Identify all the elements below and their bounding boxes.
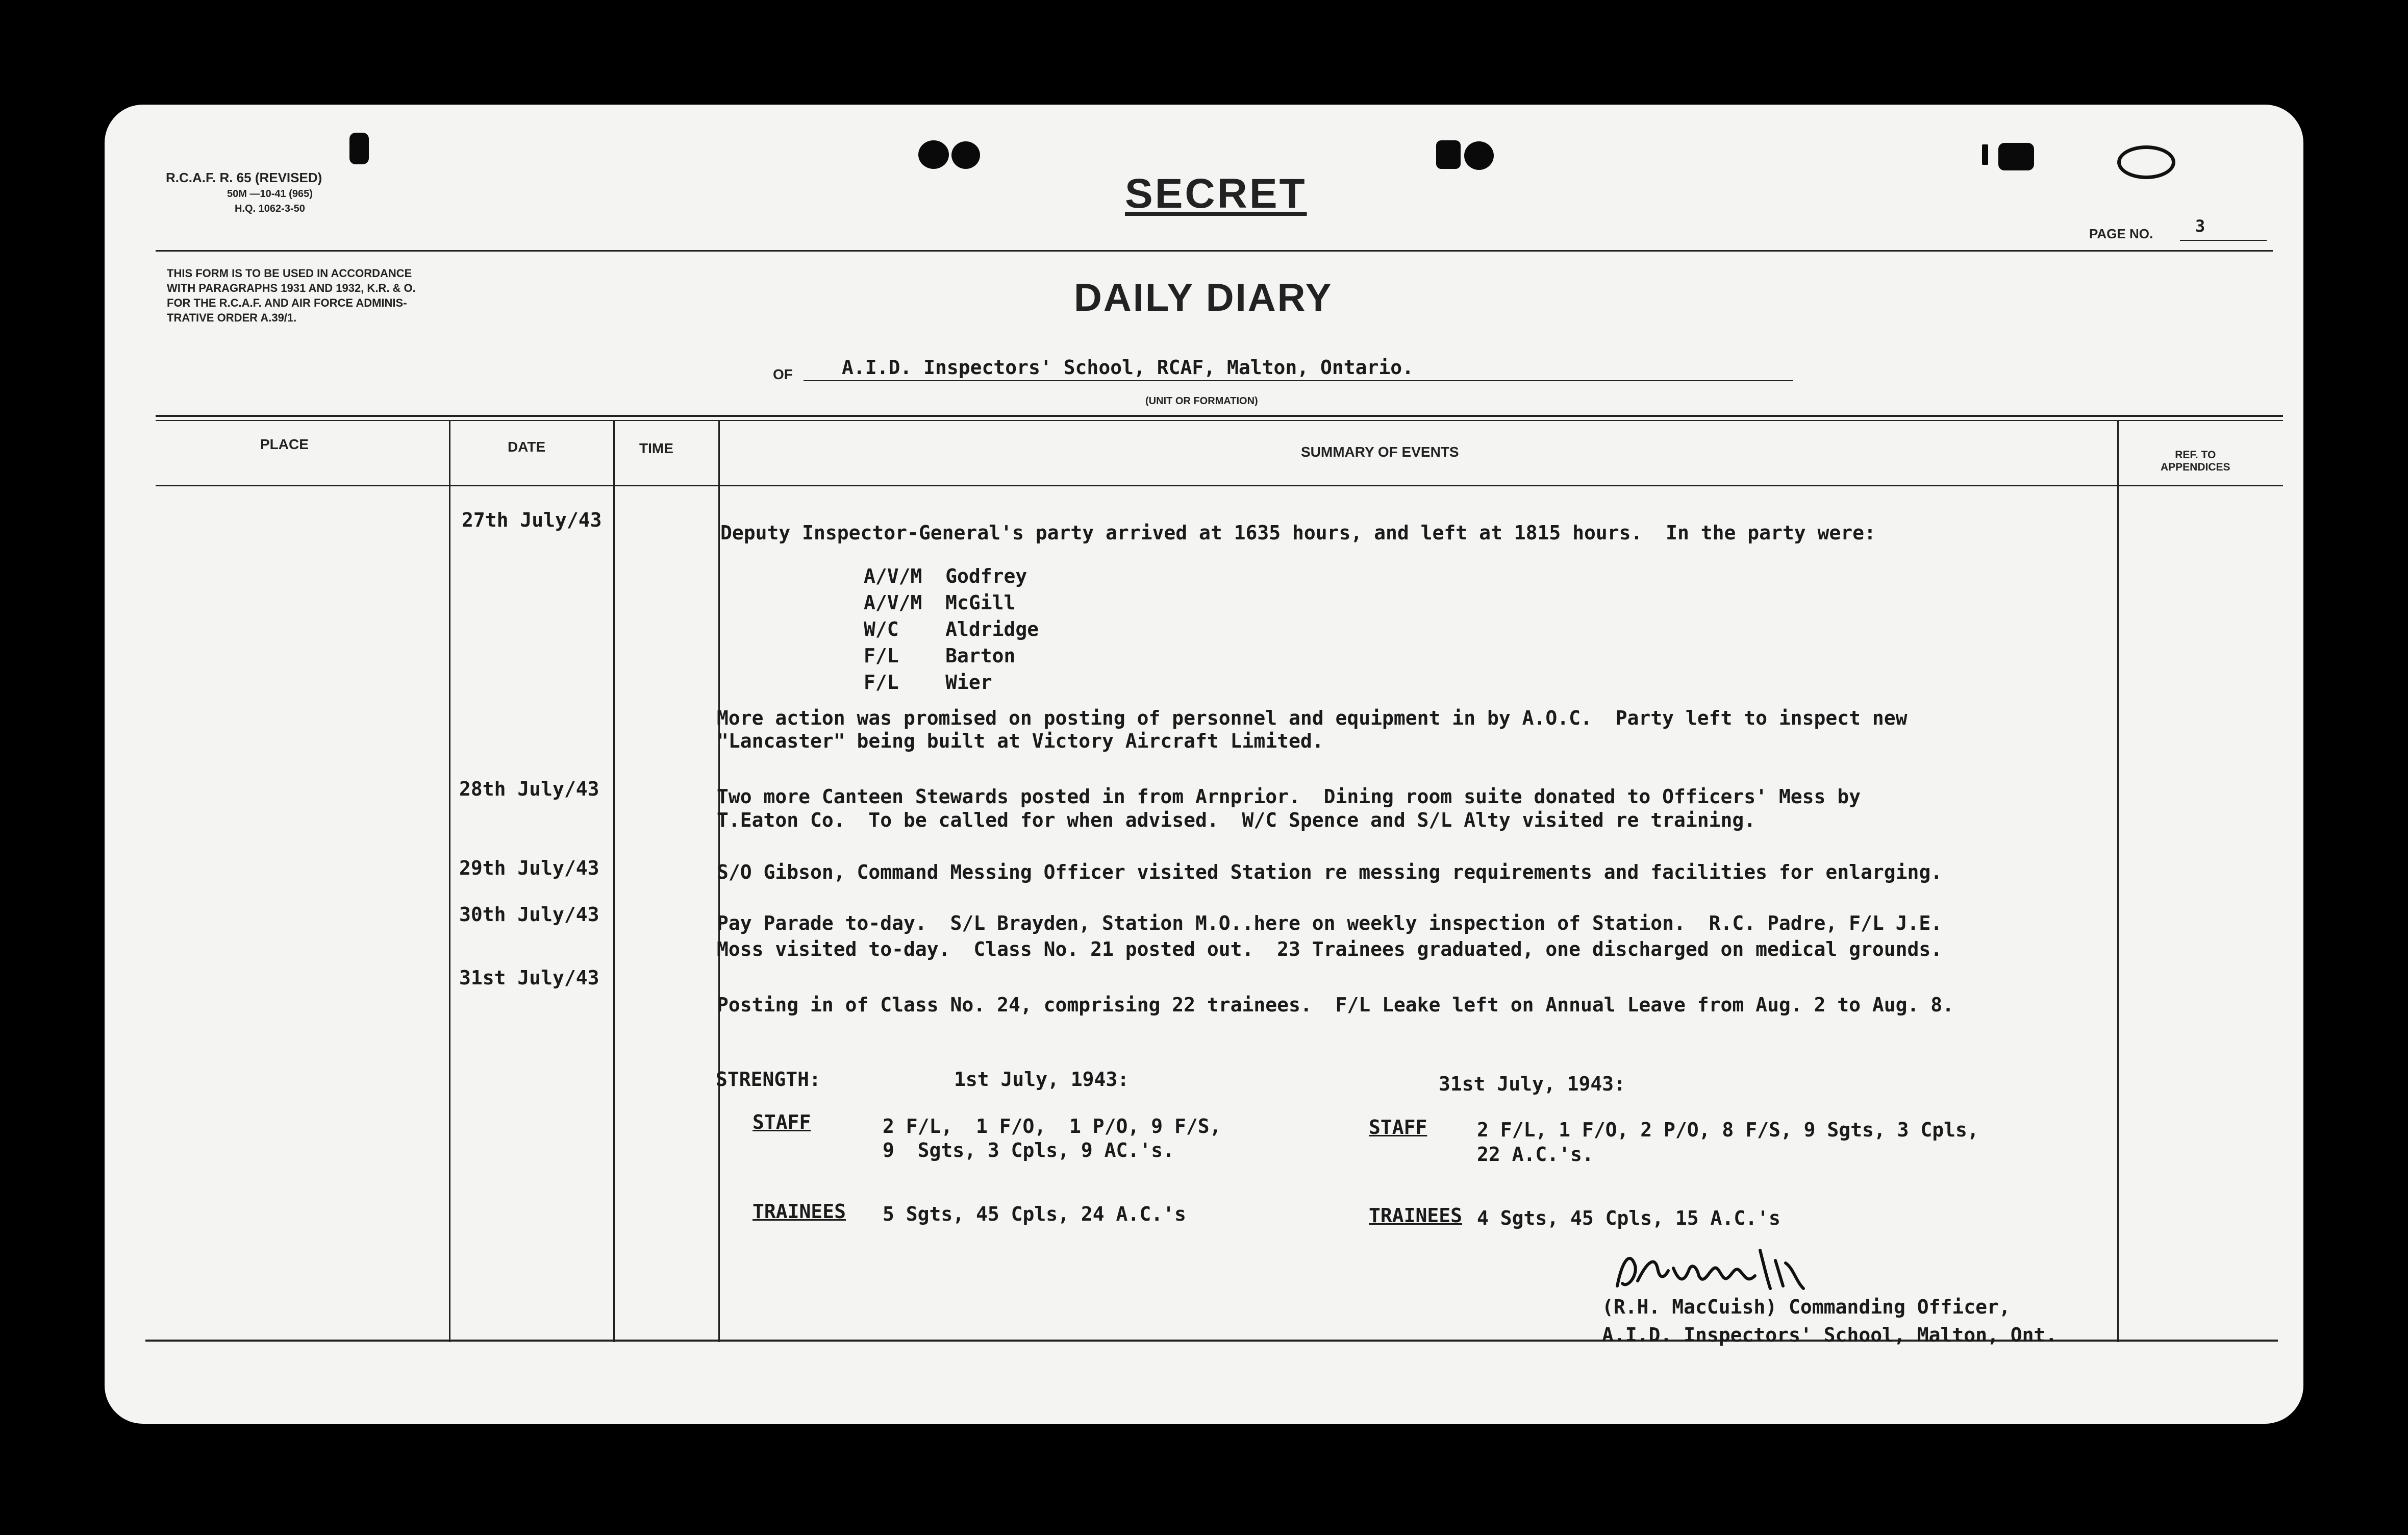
punch-hole xyxy=(1982,144,1988,165)
staff-count: 2 F/L, 1 F/O, 2 P/O, 8 F/S, 9 Sgts, 3 Cpls, xyxy=(1477,1119,1979,1141)
entry-text: Moss visited to-day. Class No. 21 posted out. 23 Trainees graduated, one discharged on medical grounds. xyxy=(717,938,1943,960)
page-number-line xyxy=(2180,240,2267,241)
print-code: H.Q. 1062-3-50 xyxy=(235,203,305,214)
strength-date: 31st July, 1943: xyxy=(1439,1073,1626,1095)
entry-date: 28th July/43 xyxy=(459,778,599,800)
column-header-ref: REF. TO APPENDICES xyxy=(2161,449,2230,473)
entry-date: 27th July/43 xyxy=(462,509,602,531)
entry-text: Pay Parade to-day. S/L Brayden, Station M.O..here on weekly inspection of Station. R.C. Padre, F/L J.E. xyxy=(717,912,1943,934)
form-note: THIS FORM IS TO BE USED IN ACCORDANCE WITH PARAGRAPHS 1931 AND 1932, K.R. & O. FOR THE R.C.A.F. AND AIR FORCE ADMINIS- TRATIVE ORDER A.39/1. xyxy=(167,267,416,324)
trainees-count: 5 Sgts, 45 Cpls, 24 A.C.'s xyxy=(883,1203,1186,1225)
page-title: DAILY DIARY xyxy=(1074,276,1333,319)
classification: SECRET xyxy=(1125,170,1307,217)
table-top-rule xyxy=(156,420,2283,421)
entry-date: 29th July/43 xyxy=(459,857,599,879)
party-member: W/C Aldridge xyxy=(864,618,1039,640)
entry-text: S/O Gibson, Command Messing Officer visited Station re messing requirements and facilities for enlarging. xyxy=(717,861,1943,883)
punch-hole xyxy=(1464,141,1494,170)
column-divider xyxy=(449,421,450,1342)
party-list xyxy=(864,566,1039,699)
unit-name: A.I.D. Inspectors' School, RCAF, Malton, Ontario. xyxy=(842,356,1414,379)
unit-label: OF xyxy=(773,366,793,382)
column-divider xyxy=(613,421,615,1342)
punch-hole xyxy=(349,133,369,164)
entry-text: Deputy Inspector-General's party arrived at 1635 hours, and left at 1815 hours. In the party were: xyxy=(720,522,1876,544)
entry-text: More action was promised on posting of personnel and equipment in by A.O.C. Party left to inspect new xyxy=(717,707,1908,729)
trainees-label: TRAINEES xyxy=(752,1200,846,1223)
page-number-label: PAGE NO. xyxy=(2089,226,2153,241)
staff-label: STAFF xyxy=(1369,1116,1427,1138)
staff-label: STAFF xyxy=(752,1111,811,1133)
entry-date: 31st July/43 xyxy=(459,967,599,989)
entry-text: "Lancaster" being built at Victory Aircraft Limited. xyxy=(717,730,1324,752)
party-member: A/V/M McGill xyxy=(864,591,1016,614)
party-member: F/L Wier xyxy=(864,671,992,694)
entry-text: Two more Canteen Stewards posted in from Arnprior. Dining room suite donated to Officers' Mess by xyxy=(717,785,1861,808)
table-top-rule xyxy=(156,415,2283,417)
page-number: 3 xyxy=(2195,216,2205,236)
strength-label: STRENGTH: xyxy=(716,1068,821,1091)
trainees-count: 4 Sgts, 45 Cpls, 15 A.C.'s xyxy=(1477,1207,1780,1229)
punch-hole xyxy=(1436,140,1461,169)
staff-count: 22 A.C.'s. xyxy=(1477,1143,1594,1166)
column-header-date: DATE xyxy=(508,439,546,455)
strength-date: 1st July, 1943: xyxy=(954,1068,1130,1091)
punch-hole xyxy=(1998,143,2034,170)
column-header-summary: SUMMARY OF EVENTS xyxy=(1301,444,1459,460)
staff-count: 2 F/L, 1 F/O, 1 P/O, 9 F/S, xyxy=(883,1115,1221,1137)
header-rule xyxy=(156,250,2273,252)
party-member: F/L Barton xyxy=(864,645,1016,667)
stamp-mark xyxy=(2117,145,2175,179)
diary-page xyxy=(105,105,2303,1424)
punch-hole xyxy=(951,141,980,169)
unit-caption: (UNIT OR FORMATION) xyxy=(1145,395,1258,407)
handwritten-signature xyxy=(1607,1240,1842,1301)
unit-underline xyxy=(804,380,1793,381)
entry-date: 30th July/43 xyxy=(459,903,599,926)
party-member: A/V/M Godfrey xyxy=(864,565,1027,587)
form-number: R.C.A.F. R. 65 (REVISED) xyxy=(166,170,322,185)
signatory-name: (R.H. MacCuish) Commanding Officer, xyxy=(1602,1296,2011,1318)
signatory-unit: A.I.D. Inspectors' School, Malton, Ont. xyxy=(1602,1324,2058,1346)
header-bottom-rule xyxy=(156,485,2283,486)
trainees-label: TRAINEES xyxy=(1369,1204,1463,1227)
column-header-time: TIME xyxy=(639,440,673,456)
column-divider xyxy=(2117,421,2119,1342)
punch-hole xyxy=(918,140,949,169)
entry-text: T.Eaton Co. To be called for when advised. W/C Spence and S/L Alty visited re training. xyxy=(717,809,1756,831)
entry-text: Posting in of Class No. 24, comprising 22 trainees. F/L Leake left on Annual Leave from Aug. 2 to Aug. 8. xyxy=(717,994,1954,1016)
column-header-place: PLACE xyxy=(260,436,309,452)
staff-count: 9 Sgts, 3 Cpls, 9 AC.'s. xyxy=(883,1139,1174,1161)
print-code: 50M —10-41 (965) xyxy=(227,188,313,200)
